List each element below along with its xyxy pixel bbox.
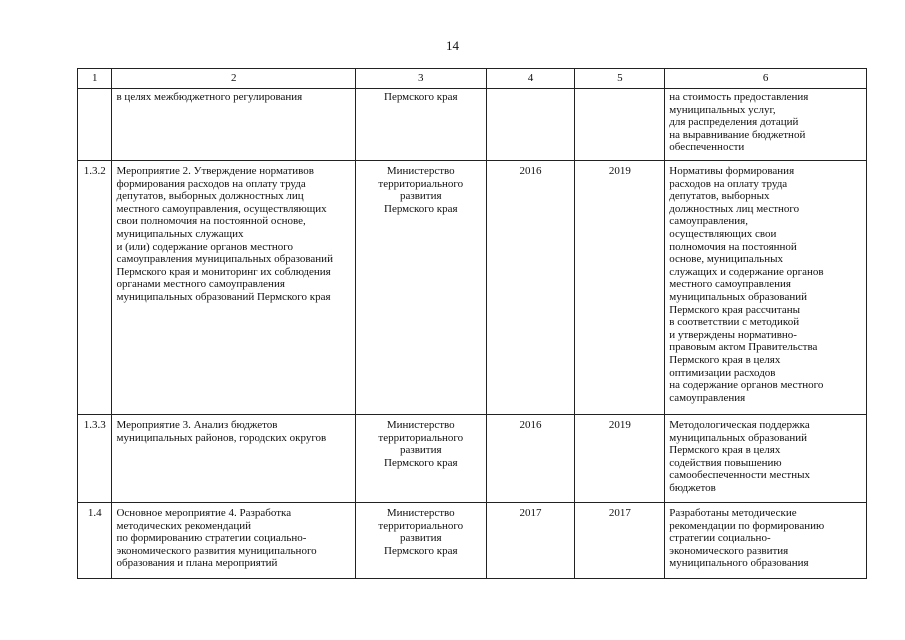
text-line: Основное мероприятие 4. Разработка xyxy=(116,507,292,519)
table-row xyxy=(78,161,867,415)
text-line: по формированию стратегии социально- xyxy=(116,532,307,545)
text-line: муниципальных образований xyxy=(669,290,808,303)
text-line: территориального xyxy=(378,431,464,444)
table-row xyxy=(78,415,867,503)
text-line: образования и плана мероприятий xyxy=(116,557,278,570)
text-line: осуществляющих свои xyxy=(669,227,777,240)
text-line: самоуправления муниципальных образований xyxy=(116,253,333,266)
start-year-cell xyxy=(486,89,575,161)
text-line: Министерство xyxy=(386,419,455,431)
text-line: органами местного самоуправления xyxy=(116,278,285,291)
text-line: оптимизации расходов xyxy=(669,366,776,379)
text-line: экономического развития xyxy=(669,544,789,557)
text-line: территориального xyxy=(378,519,464,532)
text-line: стратегии социально- xyxy=(669,532,771,545)
text-line: развития xyxy=(400,532,442,545)
text-line: основе, муниципальных xyxy=(669,253,783,266)
text-line: Мероприятие 2. Утверждение нормативов xyxy=(116,165,314,177)
start-year-cell: 2016 xyxy=(486,161,575,415)
text-line: на стоимость предоставления xyxy=(669,91,809,103)
text-line: Пермского края xyxy=(384,544,458,557)
text-line: самообеспеченности местных xyxy=(669,469,810,482)
executor-cell xyxy=(355,415,486,503)
text-line: муниципальных районов, городских округов xyxy=(116,431,327,444)
text-line: на содержание органов местного xyxy=(669,379,824,392)
table-row xyxy=(78,89,867,161)
text-line: муниципальных образований Пермского края xyxy=(116,290,331,303)
result-cell xyxy=(665,161,867,415)
text-line: служащих и содержание органов xyxy=(669,265,824,278)
text-line: муниципальных образований xyxy=(669,431,808,444)
start-year-cell: 2016 xyxy=(486,415,575,503)
text-line: муниципальных служащих xyxy=(116,227,244,240)
text-line: в целях межбюджетного регулирования xyxy=(116,91,303,103)
column-header: 4 xyxy=(486,69,575,89)
text-line: методических рекомендаций xyxy=(116,519,252,532)
table-body xyxy=(78,69,867,579)
column-header: 5 xyxy=(575,69,665,89)
text-line: местного самоуправления xyxy=(669,278,791,291)
text-line: Министерство xyxy=(386,165,455,177)
text-line: муниципальных услуг, xyxy=(669,103,776,116)
column-header: 3 xyxy=(355,69,486,89)
text-line: правовым актом Правительства xyxy=(669,341,818,354)
activity-cell xyxy=(112,503,355,579)
text-line: Министерство xyxy=(386,507,455,519)
end-year-cell: 2019 xyxy=(575,161,665,415)
text-line: Пермского края xyxy=(384,91,458,103)
text-line: Пермского края xyxy=(384,202,458,215)
result-cell xyxy=(665,415,867,503)
end-year-cell xyxy=(575,89,665,161)
text-line: муниципального образования xyxy=(669,557,809,570)
activities-table xyxy=(77,68,867,579)
text-line: Пермского края рассчитаны xyxy=(669,303,801,316)
column-header: 2 xyxy=(112,69,355,89)
row-number-cell xyxy=(78,89,112,161)
text-line: и (или) содержание органов местного xyxy=(116,240,294,253)
column-header: 1 xyxy=(78,69,112,89)
activity-cell xyxy=(112,161,355,415)
start-year-cell: 2017 xyxy=(486,503,575,579)
text-line: на выравнивание бюджетной xyxy=(669,128,806,141)
text-line: экономического развития муниципального xyxy=(116,544,317,557)
text-line: депутатов, выборных должностных лиц xyxy=(116,190,304,203)
text-line: должностных лиц местного xyxy=(669,202,800,215)
end-year-cell: 2019 xyxy=(575,415,665,503)
row-number-cell: 1.3.3 xyxy=(78,415,112,503)
row-number-cell: 1.4 xyxy=(78,503,112,579)
text-line: содействия повышению xyxy=(669,456,782,469)
page-number: 14 xyxy=(446,38,459,53)
text-line: Мероприятие 3. Анализ бюджетов xyxy=(116,419,278,431)
text-line: Пермского края в целях xyxy=(669,353,781,366)
text-line: самоуправления, xyxy=(669,215,748,228)
text-line: полномочия на постоянной xyxy=(669,240,797,253)
text-line: развития xyxy=(400,444,442,457)
executor-cell xyxy=(355,503,486,579)
text-line: для распределения дотаций xyxy=(669,116,799,129)
table-row xyxy=(78,503,867,579)
text-line: в соответствии с методикой xyxy=(669,316,800,329)
text-line: Пермского края в целях xyxy=(669,444,781,457)
text-line: Разработаны методические xyxy=(669,507,797,519)
text-line: Нормативы формирования xyxy=(669,165,795,177)
text-line: развития xyxy=(400,190,442,203)
text-line: бюджетов xyxy=(669,481,716,494)
text-line: формирования расходов на оплату труда xyxy=(116,177,306,190)
text-line: расходов на оплату труда xyxy=(669,177,788,190)
text-line: Пермского края xyxy=(384,456,458,469)
text-line: рекомендации по формированию xyxy=(669,519,825,532)
text-line: свои полномочия на постоянной основе, xyxy=(116,215,306,228)
row-number-cell: 1.3.2 xyxy=(78,161,112,415)
column-header: 6 xyxy=(665,69,867,89)
header-row xyxy=(78,69,867,89)
end-year-cell: 2017 xyxy=(575,503,665,579)
text-line: самоуправления xyxy=(669,391,746,404)
text-line: и утверждены нормативно- xyxy=(669,328,797,341)
activity-cell xyxy=(112,415,355,503)
executor-cell xyxy=(355,161,486,415)
text-line: территориального xyxy=(378,177,464,190)
activity-cell xyxy=(112,89,355,161)
result-cell xyxy=(665,503,867,579)
result-cell xyxy=(665,89,867,161)
text-line: Пермского края и мониторинг их соблюдения xyxy=(116,265,331,278)
text-line: обеспеченности xyxy=(669,141,745,154)
text-line: депутатов, выборных xyxy=(669,190,770,203)
executor-cell xyxy=(355,89,486,161)
text-line: местного самоуправления, осуществляющих xyxy=(116,202,327,215)
text-line: Методологическая поддержка xyxy=(669,419,810,431)
